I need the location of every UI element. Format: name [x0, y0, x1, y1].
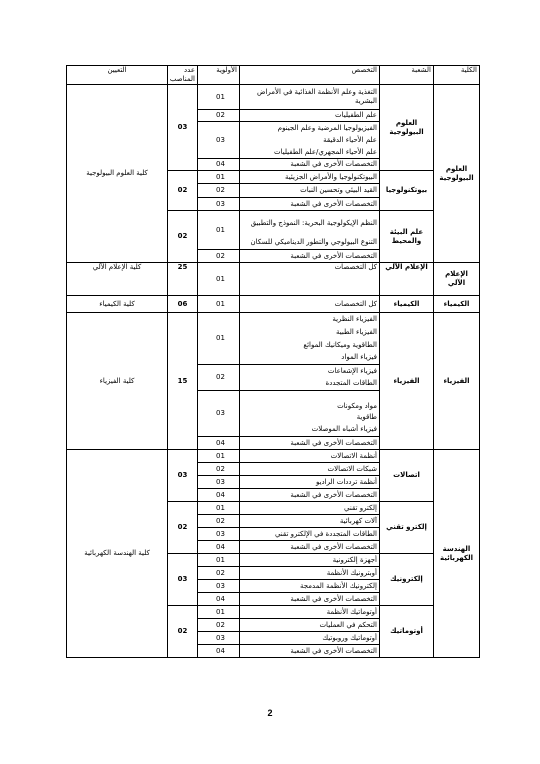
positions-cell: 06 — [168, 296, 198, 313]
page-number: 2 — [267, 708, 273, 718]
specialty-cell: إلكترونيك الأنظمة المدمجة — [240, 580, 380, 593]
specialty-cell: الطاقات المتجددة في الإلكترو تقني — [240, 528, 380, 541]
priority-cell: 02 — [198, 463, 240, 476]
specialty-cell: الفيزياء الطبية — [240, 326, 380, 339]
specialty-cell: القيد البيئي وتحسين النبات — [240, 184, 380, 198]
branch-cell: إلكترو تقني — [380, 502, 434, 554]
positions-cell: 02 — [168, 606, 198, 658]
priority-cell: 03 — [198, 198, 240, 211]
specialty-cell: أنظمة ترددات الراديو — [240, 476, 380, 489]
faculty-cell: الفيزياء — [434, 313, 480, 450]
specialty-cell: الطاقوية وميكانيك الموائع — [240, 339, 380, 352]
priority-cell: 02 — [198, 515, 240, 528]
priority-cell: 02 — [198, 110, 240, 122]
positions-cell: 02 — [168, 502, 198, 554]
specialty-cell: الفيزيولوجيا المرضية وعلم الجينوم — [240, 122, 380, 135]
specialty-cell: التحكم في العمليات — [240, 619, 380, 632]
specialty-cell: التخصصات الأخرى في الشعبة — [240, 645, 380, 658]
specialty-cell: أوبترونيك الأنظمة — [240, 567, 380, 580]
priority-cell: 01 — [198, 606, 240, 619]
appointment-cell: كلية الفيزياء — [67, 313, 168, 450]
specialty-cell: علم الأحياء المجهري/علم الطفيليات — [240, 147, 380, 159]
specialty-cell: التخصصات الأخرى في الشعبة — [240, 250, 380, 263]
priority-cell: 04 — [198, 645, 240, 658]
specialty-cell: إلكترو تقني — [240, 502, 380, 515]
specialty-cell: أوتوماتيك وروبوتيك — [240, 632, 380, 645]
priority-cell: 02 — [198, 250, 240, 263]
table-row — [67, 296, 480, 313]
table-row — [67, 263, 480, 296]
specialty-cell: الفيزياء النظرية — [240, 313, 380, 326]
specialty-cell: التخصصات الأخرى في الشعبة — [240, 159, 380, 171]
priority-cell: 04 — [198, 489, 240, 502]
specialty-cell: أوتوماتيك الأنظمة — [240, 606, 380, 619]
specialty-cell: الطاقات المتجددة — [240, 378, 380, 391]
specialty-cell: مواد ومكونات — [240, 391, 380, 411]
specialty-cell: فيزياء أشباه الموصلات — [240, 424, 380, 437]
positions-cell: 03 — [168, 450, 198, 502]
priority-cell: 01 — [198, 296, 240, 313]
specialty-cell: التخصصات الأخرى في الشعبة — [240, 541, 380, 554]
priority-cell: 01 — [198, 211, 240, 250]
header-priority: الأولوية — [198, 66, 240, 85]
positions-cell: 15 — [168, 313, 198, 450]
priority-cell: 03 — [198, 122, 240, 159]
priority-cell: 03 — [198, 528, 240, 541]
positions-table — [66, 65, 480, 658]
priority-cell: 01 — [198, 554, 240, 567]
specialty-cell: آلات كهربائية — [240, 515, 380, 528]
branch-cell: بيوتكنولوجيا — [380, 171, 434, 211]
specialty-cell: فيزياء الإشعاعات — [240, 365, 380, 378]
positions-cell: 03 — [168, 554, 198, 606]
specialty-cell: فيزياء المواد — [240, 352, 380, 365]
positions-cell: 03 — [168, 85, 198, 171]
specialty-cell: النظم الإيكولوجية البحرية: النموذج والتطبيق — [240, 211, 380, 237]
specialty-cell: التخصصات الأخرى في الشعبة — [240, 489, 380, 502]
priority-cell: 04 — [198, 541, 240, 554]
branch-cell: العلوم البيولوجية — [380, 85, 434, 171]
header-specialty: التخصص — [240, 66, 380, 85]
priority-cell: 03 — [198, 391, 240, 437]
appointment-cell: كلية الإعلام الآلي — [67, 263, 168, 296]
branch-cell: أوتوماتيك — [380, 606, 434, 658]
table-row — [67, 450, 480, 463]
faculty-cell: الهندسة الكهربائية — [434, 450, 480, 658]
specialty-cell: أجهزة إلكترونية — [240, 554, 380, 567]
priority-cell: 01 — [198, 171, 240, 184]
priority-cell: 03 — [198, 580, 240, 593]
priority-cell: 01 — [198, 85, 240, 110]
header-faculty: الكلية — [434, 66, 480, 85]
priority-cell: 02 — [198, 365, 240, 391]
specialty-cell: التخصصات الأخرى في الشعبة — [240, 593, 380, 606]
specialty-cell: التخصصات الأخرى في الشعبة — [240, 437, 380, 450]
priority-cell: 04 — [198, 159, 240, 171]
faculty-cell: العلوم البيولوجية — [434, 85, 480, 263]
header-appointment: التعيين — [67, 66, 168, 85]
branch-cell: الفيزياء — [380, 313, 434, 450]
priority-cell: 04 — [198, 437, 240, 450]
branch-cell: علم البيئة والمحيط — [380, 211, 434, 263]
specialty-cell: طاقوية — [240, 411, 380, 424]
appointment-cell: كلية الهندسة الكهربائية — [67, 450, 168, 658]
priority-cell: 01 — [198, 263, 240, 296]
faculty-cell: الإعلام الآلي — [434, 263, 480, 296]
priority-cell: 01 — [198, 502, 240, 515]
header-positions: عدد المناصب — [168, 66, 198, 85]
specialty-cell: علم الأحياء الدقيقة — [240, 135, 380, 147]
branch-cell: الإعلام الآلي — [380, 263, 434, 296]
table-row — [67, 85, 480, 110]
priority-cell: 04 — [198, 593, 240, 606]
specialty-cell: كل التخصصات — [240, 263, 380, 296]
specialty-cell: التغذية وعلم الأنظمة الغذائية في الأمراض البشرية — [240, 85, 380, 110]
branch-cell: اتصالات — [380, 450, 434, 502]
faculty-cell: الكيمياء — [434, 296, 480, 313]
priority-cell: 01 — [198, 313, 240, 365]
table-header-row — [67, 66, 480, 85]
priority-cell: 01 — [198, 450, 240, 463]
priority-cell: 02 — [198, 567, 240, 580]
branch-cell: الكيمياء — [380, 296, 434, 313]
priority-cell: 02 — [198, 619, 240, 632]
header-branch: الشعبة — [380, 66, 434, 85]
positions-cell: 02 — [168, 211, 198, 263]
specialty-cell: أنظمة الاتصالات — [240, 450, 380, 463]
table-row — [67, 313, 480, 326]
priority-cell: 03 — [198, 632, 240, 645]
specialty-cell: التنوع البيولوجي والتطور الديناميكي للسكان — [240, 237, 380, 250]
appointment-cell: كلية الكيمياء — [67, 296, 168, 313]
specialty-cell: التخصصات الأخرى في الشعبة — [240, 198, 380, 211]
priority-cell: 03 — [198, 476, 240, 489]
specialty-cell: شبكات الاتصالات — [240, 463, 380, 476]
positions-cell: 02 — [168, 171, 198, 211]
branch-cell: إلكترونيك — [380, 554, 434, 606]
specialty-cell: كل التخصصات — [240, 296, 380, 313]
positions-cell: 25 — [168, 263, 198, 296]
priority-cell: 02 — [198, 184, 240, 198]
specialty-cell: علم الطفيليات — [240, 110, 380, 122]
appointment-cell: كلية العلوم البيولوجية — [67, 85, 168, 263]
specialty-cell: البيوتكنولوجيا والأمراض الجزيئية — [240, 171, 380, 184]
